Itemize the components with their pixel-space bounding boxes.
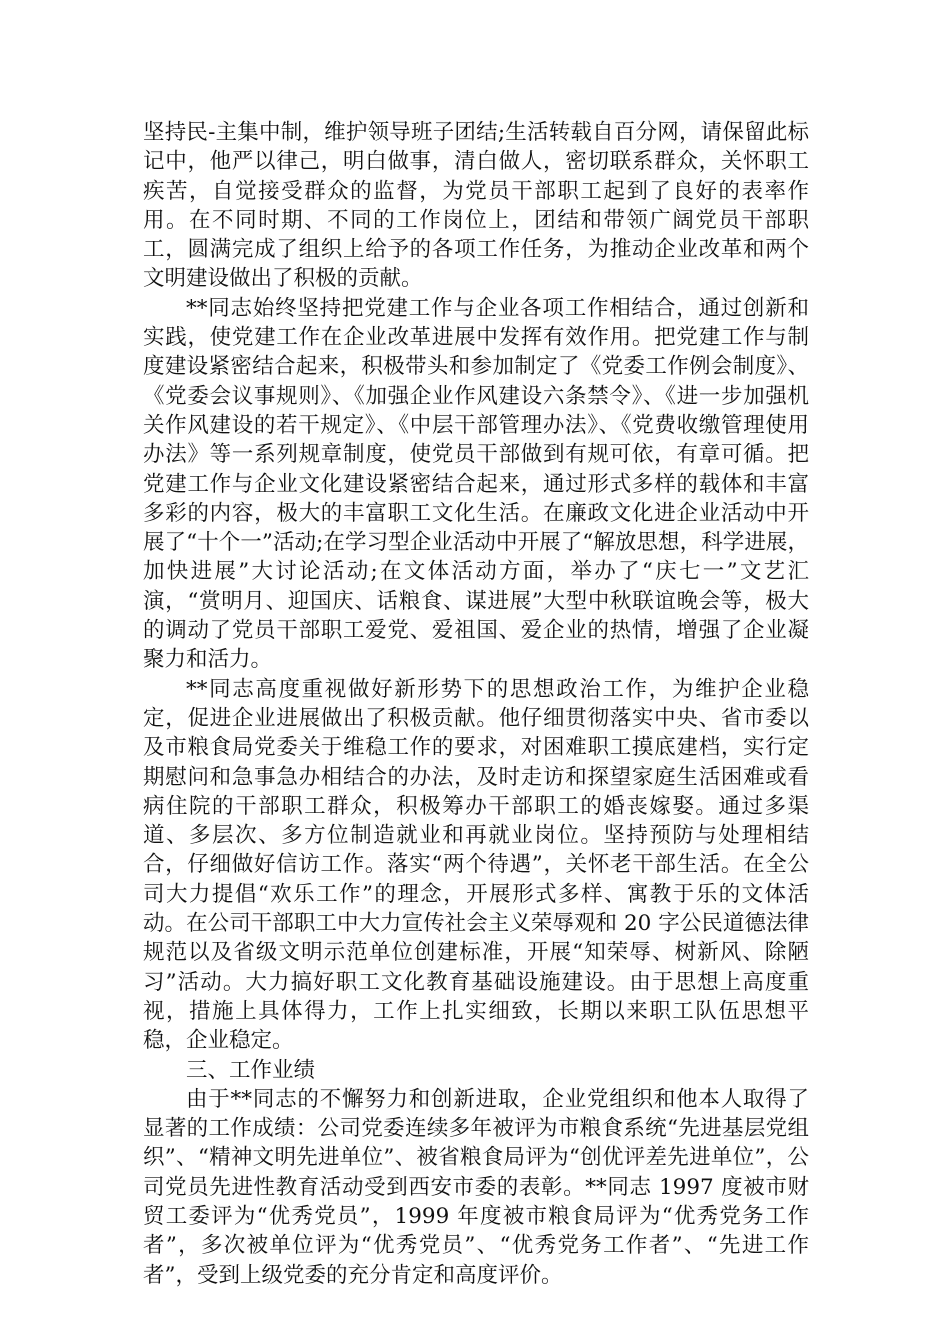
paragraph-ideological-work: **同志高度重视做好新形势下的思想政治工作，为维护企业稳定，促进企业进展做出了积极贡献。他仔细贯彻落实中央、省市委以及市粮食局党委关于维稳工作的要求，对困难职工摸底建档，实行定期慰问和急事急办相结合的办法，及时走访和探望家庭生活困难或看病住院的干部职工群众，积极筹办干部职工的婚丧嫁娶。通过多渠道、多层次、多方位制造就业和再就业岗位。坚持预防与处理相结合，仔细做好信访工作。落实“两个待遇”，关怀老干部生活。在全公司大力提倡“欢乐工作”的理念，开展形式多样、寓教于乐的文体活动。在公司干部职工中大力宣传社会主义荣辱观和 20 字公民道德法律规范以及省级文明示范单位创建标准，开展“知荣辱、树新风、除陋习”活动。大力搞好职工文化教育基础设施建设。由于思想上高度重视，措施上具体得力，工作上扎实细致，长期以来职工队伍思想平稳，企业稳定。 bbox=[143, 676, 809, 1054]
paragraph-achievements: 由于**同志的不懈努力和创新进取，企业党组织和他本人取得了显著的工作成绩：公司党委连续多年被评为市粮食系统“先进基层党组织”、“精神文明先进单位”、被省粮食局评为“创优评差先进单位”，公司党员先进性教育活动受到西安市委的表彰。**同志 1997 度被市财贸工委评为“优秀党员”，1999 年度被市粮食局评为“优秀党务工作者”，多次被单位评为“优秀党员”、“优秀党务工作者”、“先进工作者”，受到上级党委的充分肯定和高度评价。 bbox=[143, 1086, 809, 1288]
paragraph-leadership-conduct: 坚持民-主集中制，维护领导班子团结;生活转载自百分网，请保留此标记中，他严以律己，明白做事，清白做人，密切联系群众，关怀职工疾苦，自觉接受群众的监督，为党员干部职工起到了良好的表率作用。在不同时期、不同的工作岗位上，团结和带领广阔党员干部职工，圆满完成了组织上给予的各项工作任务，为推动企业改革和两个文明建设做出了积极的贡献。 bbox=[143, 120, 809, 292]
document-body bbox=[143, 118, 809, 1290]
section-heading-work-achievements: 三、工作业绩 bbox=[186, 1057, 316, 1083]
paragraph-party-building: **同志始终坚持把党建工作与企业各项工作相结合，通过创新和实践，使党建工作在企业改革进展中发挥有效作用。把党建工作与制度建设紧密结合起来，积极带头和参加制定了《党委工作例会制度》、《党委会议事规则》、《加强企业作风建设六条禁令》、《进一步加强机关作风建设的若干规定》、《中层干部管理办法》、《党费收缴管理使用办法》等一系列规章制度，使党员干部做到有规可依，有章可循。把党建工作与企业文化建设紧密结合起来，通过形式多样的载体和丰富多彩的内容，极大的丰富职工文化生活。在廉政文化进企业活动中开展了“十个一”活动;在学习型企业活动中开展了“解放思想，科学进展，加快进展”大讨论活动;在文体活动方面，举办了“庆七一”文艺汇演，“赏明月、迎国庆、话粮食、谋进展”大型中秋联谊晚会等，极大的调动了党员干部职工爱党、爱祖国、爱企业的热情，增强了企业凝聚力和活力。 bbox=[143, 295, 809, 673]
